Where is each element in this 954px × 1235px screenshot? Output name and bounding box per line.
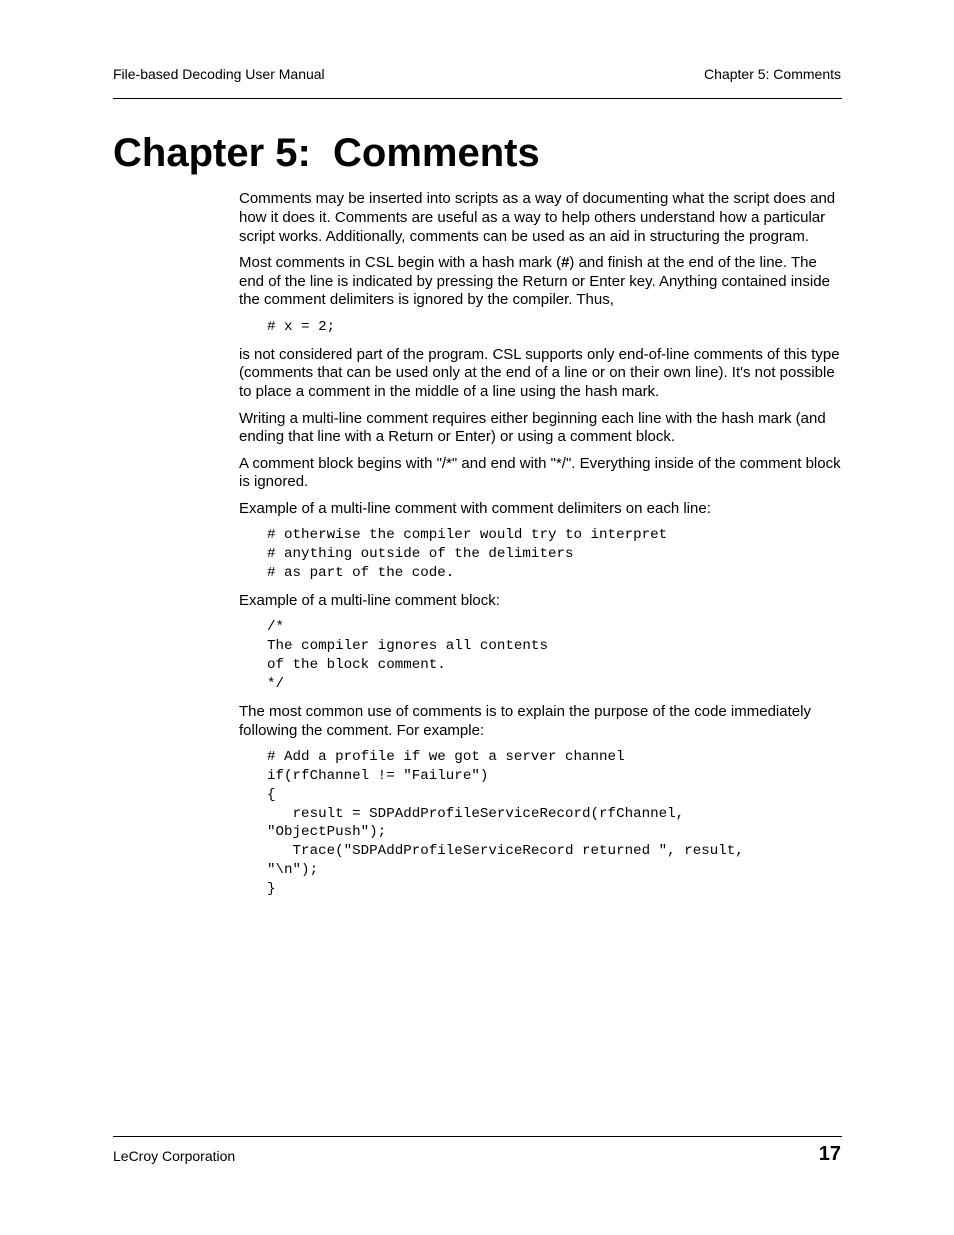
header-rule [113, 98, 842, 99]
paragraph-hash-comments [239, 254, 843, 310]
paragraph-hash-text-before: Most comments in CSL begin with a hash mark ( [239, 253, 562, 271]
code-example-block: /* The compiler ignores all contents of the block comment. */ [267, 619, 548, 692]
hash-mark: # [561, 253, 570, 271]
paragraph-example-delimiters: Example of a multi-line comment with comment delimiters on each line: [239, 499, 711, 517]
footer-company: LeCroy Corporation [113, 1148, 236, 1164]
paragraph-end-of-line: is not considered part of the program. CSL supports only end-of-line comments of this type (comments that can be used only at the end of a line or on their own line). It's not possible to place a comment in the middle of a line using the hash mark. [239, 345, 840, 401]
code-example-delimiters: # otherwise the compiler would try to interpret # anything outside of the delimiters # as part of the code. [267, 527, 668, 581]
paragraph-hash-text-after: ) and finish at the end of the line. The end of the line is indicated by pressing the Return or Enter key. Anything contained inside the comment delimiters is ignored by the compiler. Thus, [239, 253, 830, 309]
page-number: 17 [818, 1143, 841, 1165]
paragraph-intro: Comments may be inserted into scripts as a way of documenting what the script does and how it does it. Comments are useful as a way to help others understand how a particular script works. Additionally, comments can be used as an aid in structuring the program. [239, 190, 836, 245]
chapter-body [239, 190, 843, 908]
chapter-title: Chapter 5: Comments [113, 131, 540, 175]
code-example-single-line: # x = 2; [267, 318, 336, 335]
paragraph-example-block: Example of a multi-line comment block: [239, 591, 500, 609]
paragraph-common-use: The most common use of comments is to explain the purpose of the code immediately following the comment. For example: [239, 702, 811, 739]
header-chapter-title: Chapter 5: Comments [704, 66, 841, 82]
header-manual-title: File-based Decoding User Manual [113, 66, 325, 82]
paragraph-comment-block: A comment block begins with "/*" and end with "*/". Everything inside of the comment block is ignored. [239, 454, 841, 491]
code-example-profile: # Add a profile if we got a server channel if(rfChannel != "Failure") { result = SDPAddProfileServiceRecord(rfChannel, "ObjectPush"); Trace("SDPAddProfileServiceRecord returned ", result, "\n"); } [267, 748, 744, 898]
footer-rule [113, 1136, 842, 1137]
paragraph-multi-line: Writing a multi-line comment requires either beginning each line with the hash mark (and ending that line with a Return or Enter) or using a comment block. [239, 409, 826, 446]
